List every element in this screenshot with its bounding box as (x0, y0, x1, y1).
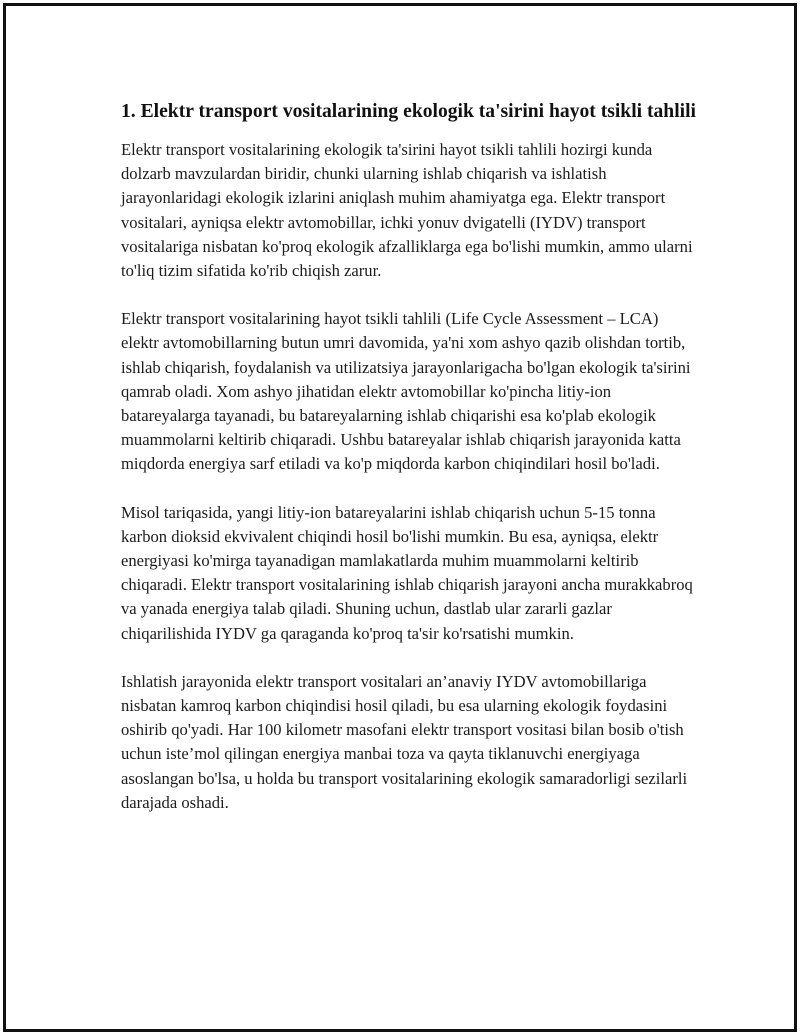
paragraph-1: Elektr transport vositalarining ekologik ta'sirini hayot tsikli tahlili hozirgi kunda dolzarb mavzulardan biridir, chunki ularning ishlab chiqarish va ishlatish jarayonlaridagi ekologik izlarini aniqlash muhim ahamiyatga ega. Elektr transport vositalari, ayniqsa elektr avtomobillar, ichki yonuv dvigatelli (IYDV) transport vositalariga nisbatan ko'proq ekologik afzalliklarga ega bo'lishi mumkin, ammo ularni to'liq tizim sifatida ko'rib chiqish zarur. (121, 140, 693, 281)
page-frame (3, 3, 797, 1032)
document-body (121, 98, 696, 839)
section-heading: 1. Elektr transport vositalarining ekologik ta'sirini hayot tsikli tahlili (121, 101, 696, 122)
paragraph-4: Ishlatish jarayonida elektr transport vositalari an’anaviy IYDV avtomobillariga nisbatan kamroq karbon chiqindisi hosil qiladi, bu esa ularning ekologik foydasini oshirib qo'yadi. Har 100 kilometr masofani elektr transport vositasi bilan bosib o'tish uchun iste’mol qilingan energiya manbai toza va qayta tiklanuvchi energiyaga asoslangan bo'lsa, u holda bu transport vositalarining ekologik samaradorligi sezilarli darajada oshadi. (121, 671, 688, 812)
paragraph-3: Misol tariqasida, yangi litiy-ion batareyalarini ishlab chiqarish uchun 5-15 tonna karbon dioksid ekvivalent chiqindi hosil bo'lishi mumkin. Bu esa, ayniqsa, elektr energiyasi ko'mirga tayanadigan mamlakatlarda muhim muammolarni keltirib chiqaradi. Elektr transport vositalarining ishlab chiqarish jarayoni ancha murakkabroq va yanada energiya talab qiladi. Shuning uchun, dastlab ular zararli gazlar chiqarilishida IYDV ga qaraganda ko'proq ta'sir ko'rsatishi mumkin. (121, 502, 693, 643)
paragraph-2: Elektr transport vositalarining hayot tsikli tahlili (Life Cycle Assessment – LCA) elektr avtomobillarning butun umri davomida, ya'ni xom ashyo qazib olishdan tortib, ishlab chiqarish, foydalanish va utilizatsiya jarayonlarigacha bo'lgan ekologik ta'sirini qamrab oladi. Xom ashyo jihatidan elektr avtomobillar ko'pincha litiy-ion batareyalarga tayanadi, bu batareyalarning ishlab chiqarishi esa ko'plab ekologik muammolarni keltirib chiqaradi. Ushbu batareyalar ishlab chiqarish jarayonida katta miqdorda energiya sarf etiladi va ko'p miqdorda karbon chiqindilari hosil bo'ladi. (121, 309, 691, 474)
